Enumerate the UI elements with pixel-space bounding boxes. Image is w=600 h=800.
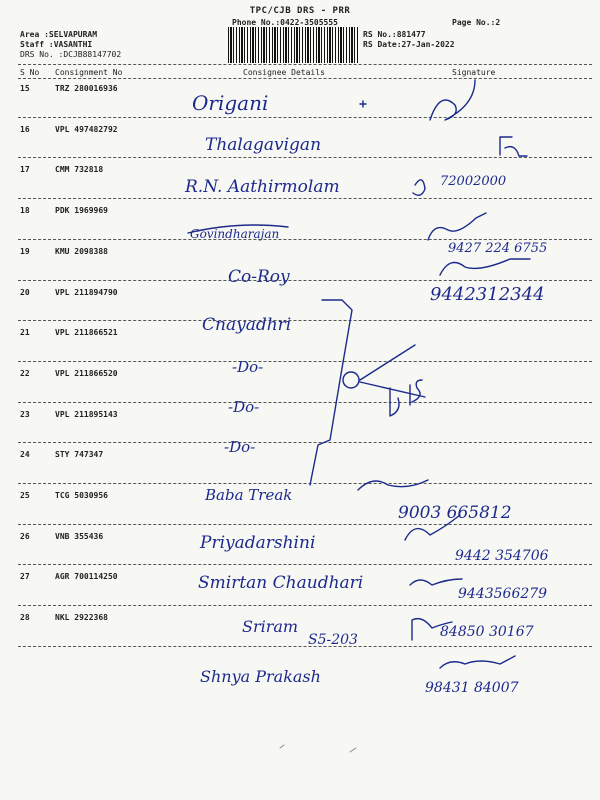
row-divider bbox=[18, 280, 592, 281]
row-consignment-number: VNB 355436 bbox=[55, 531, 104, 541]
row-consignment-number: PDK 1969969 bbox=[55, 206, 108, 216]
row-sno: 17 bbox=[20, 165, 30, 175]
row-consignment-number: STY 747347 bbox=[55, 450, 104, 460]
row-divider bbox=[18, 157, 592, 158]
row-consignment-number: VPL 497482792 bbox=[55, 124, 118, 134]
signature-26 bbox=[410, 579, 462, 585]
signature-17 bbox=[413, 180, 425, 195]
row-consignment-number: VPL 211894790 bbox=[55, 287, 118, 297]
area-label: Area :SELVAPURAM bbox=[20, 30, 98, 39]
circle-mark bbox=[343, 372, 359, 388]
barcode bbox=[228, 27, 358, 63]
hw-consignee-19: Co-Roy bbox=[228, 267, 290, 287]
row-consignment-number: TCG 5030956 bbox=[55, 491, 108, 500]
signature-19 bbox=[440, 259, 530, 275]
column-consignee: Consignee Details bbox=[243, 68, 325, 77]
rs-number: RS No.:881477 bbox=[363, 30, 426, 39]
row-consignment-number: VPL 211895143 bbox=[55, 409, 118, 419]
column-sno: S No bbox=[20, 68, 40, 77]
row-divider bbox=[18, 117, 592, 118]
hw-phone-28: 98431 84007 bbox=[425, 680, 519, 696]
row-divider bbox=[18, 605, 592, 606]
signature-18 bbox=[428, 213, 486, 240]
hw-consignee-17: R.N. Aathirmolam bbox=[185, 177, 340, 197]
hw-consignee-22: -Do- bbox=[228, 398, 260, 416]
column-signature: Signature bbox=[452, 68, 496, 77]
row-sno: 18 bbox=[20, 206, 30, 216]
hw-mark bbox=[360, 101, 366, 107]
bracket-line bbox=[310, 300, 352, 485]
row-sno: 16 bbox=[20, 124, 30, 134]
hw-phone-24: 9003 665812 bbox=[398, 503, 512, 523]
page-number: Page No.:2 bbox=[452, 18, 501, 27]
hw-consignee-23: -Do- bbox=[224, 438, 256, 456]
row-divider bbox=[18, 402, 592, 403]
hw-consignee-18: Govindharajan bbox=[190, 227, 280, 241]
hw-consignee-24: Baba Treak bbox=[205, 486, 293, 504]
hw-consignee-27: Sriram bbox=[242, 617, 299, 636]
row-consignment-number: VPL 211866520 bbox=[55, 368, 118, 378]
staff-label: Staff :VASANTHI bbox=[20, 40, 93, 49]
smudge-marks bbox=[280, 745, 356, 752]
signature-28 bbox=[440, 656, 515, 668]
hw-phone-19: 9442312344 bbox=[430, 284, 545, 305]
hw-consignee-16: Thalagavigan bbox=[205, 135, 322, 155]
row-divider bbox=[18, 483, 592, 484]
row-sno: 22 bbox=[20, 368, 30, 378]
row-divider bbox=[18, 320, 592, 321]
hw-consignee-20: Cnayadhri bbox=[202, 315, 292, 335]
signature-16 bbox=[500, 137, 527, 156]
hw-phone-18: 9427 224 6755 bbox=[448, 241, 548, 256]
hw-consignee-25: Priyadarshini bbox=[200, 533, 316, 553]
header-divider bbox=[18, 64, 592, 65]
signature-15 bbox=[430, 80, 475, 120]
row-consignment-number: NKL 2922368 bbox=[55, 613, 108, 623]
row-divider bbox=[18, 524, 592, 525]
hw-number-17: 72002000 bbox=[440, 174, 507, 189]
column-consignment: Consignment No bbox=[55, 68, 123, 77]
row-sno: 27 bbox=[20, 572, 30, 582]
strike-through bbox=[188, 225, 288, 233]
hw-consignee-26: Smirtan Chaudhari bbox=[198, 573, 364, 593]
hw-consignee-15: Origani bbox=[192, 91, 269, 115]
hw-phone-27: 84850 30167 bbox=[440, 624, 534, 640]
row-divider bbox=[18, 564, 592, 565]
row-consignment-number: VPL 211866521 bbox=[55, 328, 118, 338]
hw-phone-25: 9442 354706 bbox=[455, 548, 549, 564]
row-sno: 24 bbox=[20, 450, 30, 460]
hw-consignee-21: -Do- bbox=[232, 358, 264, 376]
hw-phone-26: 9443566279 bbox=[458, 586, 548, 602]
row-sno: 20 bbox=[20, 287, 30, 297]
row-consignment-number: CMM 732818 bbox=[55, 165, 104, 175]
row-sno: 25 bbox=[20, 491, 30, 500]
row-sno: 23 bbox=[20, 409, 30, 419]
row-divider bbox=[18, 361, 592, 362]
row-consignment-number: KMU 2098388 bbox=[55, 246, 108, 256]
row-sno: 19 bbox=[20, 246, 30, 256]
ditto-lines bbox=[360, 345, 425, 397]
signature-25 bbox=[405, 515, 460, 540]
drs-number: DRS No. :DCJB88147702 bbox=[20, 50, 122, 59]
rs-date: RS Date:27-Jan-2022 bbox=[363, 40, 455, 49]
signature-20-23 bbox=[390, 380, 422, 416]
row-sno: 26 bbox=[20, 531, 30, 541]
row-divider bbox=[18, 239, 592, 240]
phone-number: Phone No.:0422-3505555 bbox=[232, 18, 338, 27]
signature-24 bbox=[358, 480, 428, 490]
row-sno: 15 bbox=[20, 84, 30, 93]
hw-flat-27: S5-203 bbox=[308, 632, 358, 648]
row-divider bbox=[18, 646, 592, 647]
hw-consignee-28: Shnya Prakash bbox=[200, 667, 321, 686]
row-divider bbox=[18, 442, 592, 443]
column-divider bbox=[18, 78, 592, 79]
row-divider bbox=[18, 198, 592, 199]
row-consignment-number: TRZ 280016936 bbox=[55, 84, 118, 93]
row-sno: 28 bbox=[20, 613, 30, 623]
signature-27 bbox=[412, 619, 452, 640]
row-consignment-number: AGR 700114250 bbox=[55, 572, 118, 582]
document-title: TPC/CJB DRS - PRR bbox=[249, 6, 351, 16]
row-sno: 21 bbox=[20, 328, 30, 338]
